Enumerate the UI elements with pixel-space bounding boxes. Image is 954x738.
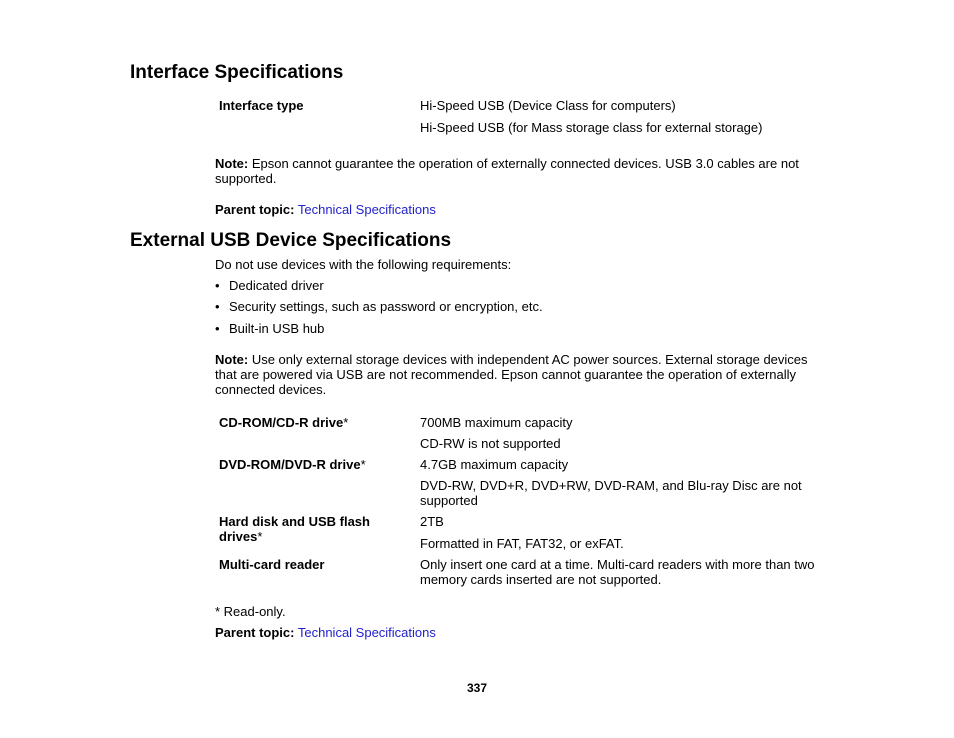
interface-note — [215, 156, 815, 186]
bullet-text: Dedicated driver — [229, 278, 324, 293]
interface-parent-topic — [215, 202, 436, 217]
note-text: Epson cannot guarantee the operation of externally connected devices. USB 3.0 cables are not supported. — [215, 156, 799, 186]
footnote: * Read-only. — [215, 604, 286, 619]
spec-value: Only insert one card at a time. Multi-card readers with more than two memory cards inserted are not supported. — [420, 557, 815, 587]
technical-specifications-link[interactable]: Technical Specifications — [297, 202, 436, 217]
spec-value: 2TB — [420, 514, 444, 529]
bullet-item — [215, 299, 789, 314]
spec-label-card-reader — [219, 557, 324, 572]
external-usb-heading: External USB Device Specifications — [130, 230, 452, 251]
parent-topic-label: Parent topic: — [215, 202, 295, 217]
external-note — [215, 352, 815, 397]
note-text: Use only external storage devices with independent AC power sources. External storage devices that are powered via USB are not recommended. Epson cannot guarantee the operation of externally connected devices. — [215, 352, 808, 397]
interface-type-value-2: Hi-Speed USB (for Mass storage class for external storage) — [420, 120, 763, 135]
page-number: 337 — [466, 681, 488, 695]
spec-value: DVD-RW, DVD+R, DVD+RW, DVD-RAM, and Blu-ray Disc are not supported — [420, 478, 802, 508]
spec-label-text: Hard disk and USB flash drives — [219, 514, 370, 544]
bullet-text: Built-in USB hub — [229, 321, 325, 336]
bullet-item — [215, 278, 789, 293]
bullet-icon: • — [215, 321, 220, 336]
spec-value: 700MB maximum capacity — [420, 415, 573, 430]
bullet-icon: • — [215, 278, 220, 293]
read-only-mark: * — [343, 415, 349, 430]
spec-label-text: Multi-card reader — [219, 557, 325, 572]
spec-value: 4.7GB maximum capacity — [420, 457, 569, 472]
read-only-mark: * — [360, 457, 366, 472]
spec-value: CD-RW is not supported — [420, 436, 561, 451]
external-parent-topic — [215, 625, 436, 640]
bullet-item — [215, 321, 789, 336]
interface-type-label: Interface type — [219, 98, 304, 113]
note-label: Note: — [215, 352, 249, 367]
bullet-icon: • — [215, 299, 220, 314]
external-intro: Do not use devices with the following requirements: — [215, 257, 512, 272]
bullet-text: Security settings, such as password or encryption, etc. — [229, 299, 543, 314]
interface-heading: Interface Specifications — [130, 62, 344, 83]
parent-topic-label: Parent topic: — [215, 625, 295, 640]
spec-label-hard-disk — [219, 514, 394, 544]
spec-label-text: DVD-ROM/DVD-R drive — [219, 457, 361, 472]
spec-label-dvdrom — [219, 457, 366, 472]
technical-specifications-link[interactable]: Technical Specifications — [297, 625, 436, 640]
interface-type-value-1: Hi-Speed USB (Device Class for computers) — [420, 98, 676, 113]
spec-value: Formatted in FAT, FAT32, or exFAT. — [420, 536, 624, 551]
read-only-mark: * — [257, 529, 263, 544]
note-label: Note: — [215, 156, 249, 171]
spec-label-text: CD-ROM/CD-R drive — [219, 415, 344, 430]
spec-label-cdrom — [219, 415, 348, 430]
